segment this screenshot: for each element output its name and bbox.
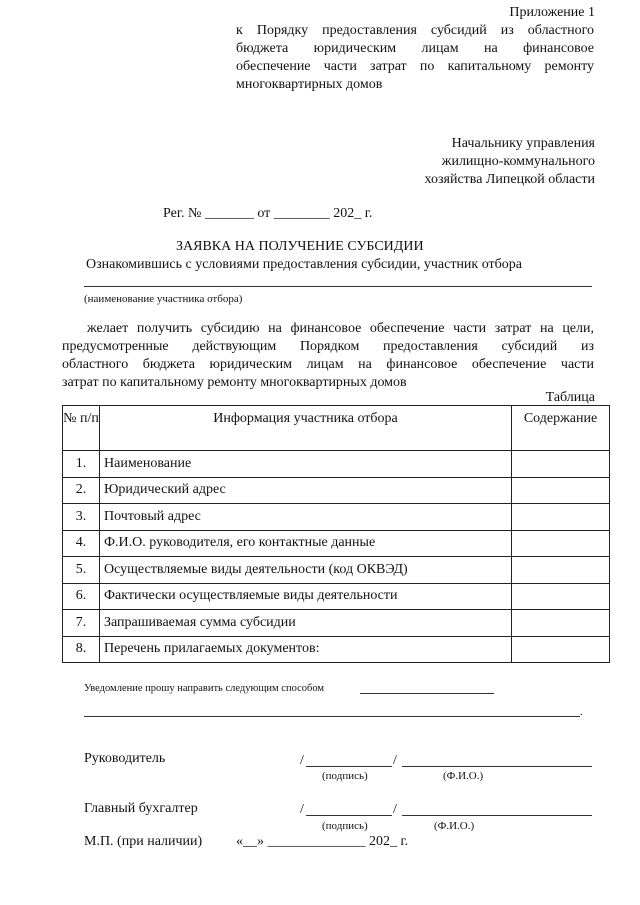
addressee-line: хозяйства Липецкой области <box>424 172 595 187</box>
table-row <box>63 636 610 663</box>
row-content[interactable] <box>512 477 610 504</box>
table-row <box>63 610 610 637</box>
table-row <box>63 451 610 478</box>
accountant-signature-line[interactable] <box>306 815 392 816</box>
head-label: Руководитель <box>84 751 166 766</box>
participant-caption: (наименование участника отбора) <box>84 293 243 305</box>
row-content[interactable] <box>512 583 610 610</box>
header-info: Информация участника отбора <box>100 406 512 451</box>
row-number: 3. <box>63 504 100 531</box>
date-line: «__» ______________ 202_ г. <box>236 834 409 849</box>
participant-name-line <box>84 286 592 287</box>
notification-text: Уведомление прошу направить следующим способом <box>84 683 325 694</box>
row-info: Запрашиваемая сумма субсидии <box>100 610 512 637</box>
body-line: желает получить субсидию на финансовое обеспечение части затрат на цели, <box>87 321 594 336</box>
name-caption: (Ф.И.О.) <box>443 770 484 782</box>
notification-method-line[interactable] <box>360 693 494 694</box>
row-info: Фактически осуществляемые виды деятельности <box>100 583 512 610</box>
table-row <box>63 504 610 531</box>
row-number: 5. <box>63 557 100 584</box>
appendix-line: многоквартирных домов <box>236 77 383 92</box>
appendix-line: к Порядку предоставления субсидий из областного <box>236 23 594 38</box>
seal-label: М.П. (при наличии) <box>84 834 203 849</box>
row-info: Перечень прилагаемых документов: <box>100 636 512 663</box>
row-number: 2. <box>63 477 100 504</box>
head-name-line[interactable] <box>402 766 592 767</box>
row-number: 7. <box>63 610 100 637</box>
addressee-line: Начальнику управления <box>451 136 595 151</box>
table-row <box>63 477 610 504</box>
accountant-name-line[interactable] <box>402 815 592 816</box>
document-title: ЗАЯВКА НА ПОЛУЧЕНИЕ СУБСИДИИ <box>176 239 424 254</box>
head-signature-line[interactable] <box>306 766 392 767</box>
row-number: 6. <box>63 583 100 610</box>
header-number: № п/п <box>63 406 100 451</box>
row-info: Юридический адрес <box>100 477 512 504</box>
table-header-row <box>63 406 610 451</box>
body-line: областного бюджета юридическим лицам на финансовое обеспечение части <box>62 357 594 372</box>
registration-line: Рег. № _______ от ________ 202_ г. <box>163 206 373 221</box>
slash: / <box>393 802 397 817</box>
row-info: Ф.И.О. руководителя, его контактные данные <box>100 530 512 557</box>
row-number: 8. <box>63 636 100 663</box>
row-content[interactable] <box>512 451 610 478</box>
body-line: предусмотренные действующим Порядком предоставления субсидий из <box>62 339 594 354</box>
slash: / <box>300 753 304 768</box>
table-label: Таблица <box>545 390 595 405</box>
row-content[interactable] <box>512 610 610 637</box>
accountant-label: Главный бухгалтер <box>84 801 198 816</box>
row-number: 1. <box>63 451 100 478</box>
row-content[interactable] <box>512 530 610 557</box>
row-info: Почтовый адрес <box>100 504 512 531</box>
body-line: затрат по капитальному ремонту многоквартирных домов <box>62 375 407 390</box>
slash: / <box>393 753 397 768</box>
application-table <box>62 405 610 663</box>
slash: / <box>300 802 304 817</box>
signature-caption: (подпись) <box>322 820 368 832</box>
row-info: Осуществляемые виды деятельности (код ОКВЭД) <box>100 557 512 584</box>
appendix-title: Приложение 1 <box>509 5 595 20</box>
table-row <box>63 530 610 557</box>
row-content[interactable] <box>512 504 610 531</box>
row-content[interactable] <box>512 636 610 663</box>
row-info: Наименование <box>100 451 512 478</box>
row-content[interactable] <box>512 557 610 584</box>
table-row <box>63 557 610 584</box>
notification-continuation-line[interactable] <box>84 716 580 717</box>
table-row <box>63 583 610 610</box>
signature-caption: (подпись) <box>322 770 368 782</box>
row-number: 4. <box>63 530 100 557</box>
intro-text: Ознакомившись с условиями предоставления субсидии, участник отбора <box>86 257 522 272</box>
name-caption: (Ф.И.О.) <box>434 820 475 832</box>
line-end-dot: . <box>580 706 583 718</box>
appendix-line: бюджета юридическим лицам на финансовое <box>236 41 594 56</box>
appendix-line: обеспечение части затрат по капитальному ремонту <box>236 59 594 74</box>
addressee-line: жилищно-коммунального <box>441 154 595 169</box>
header-content: Содержание <box>512 406 610 451</box>
